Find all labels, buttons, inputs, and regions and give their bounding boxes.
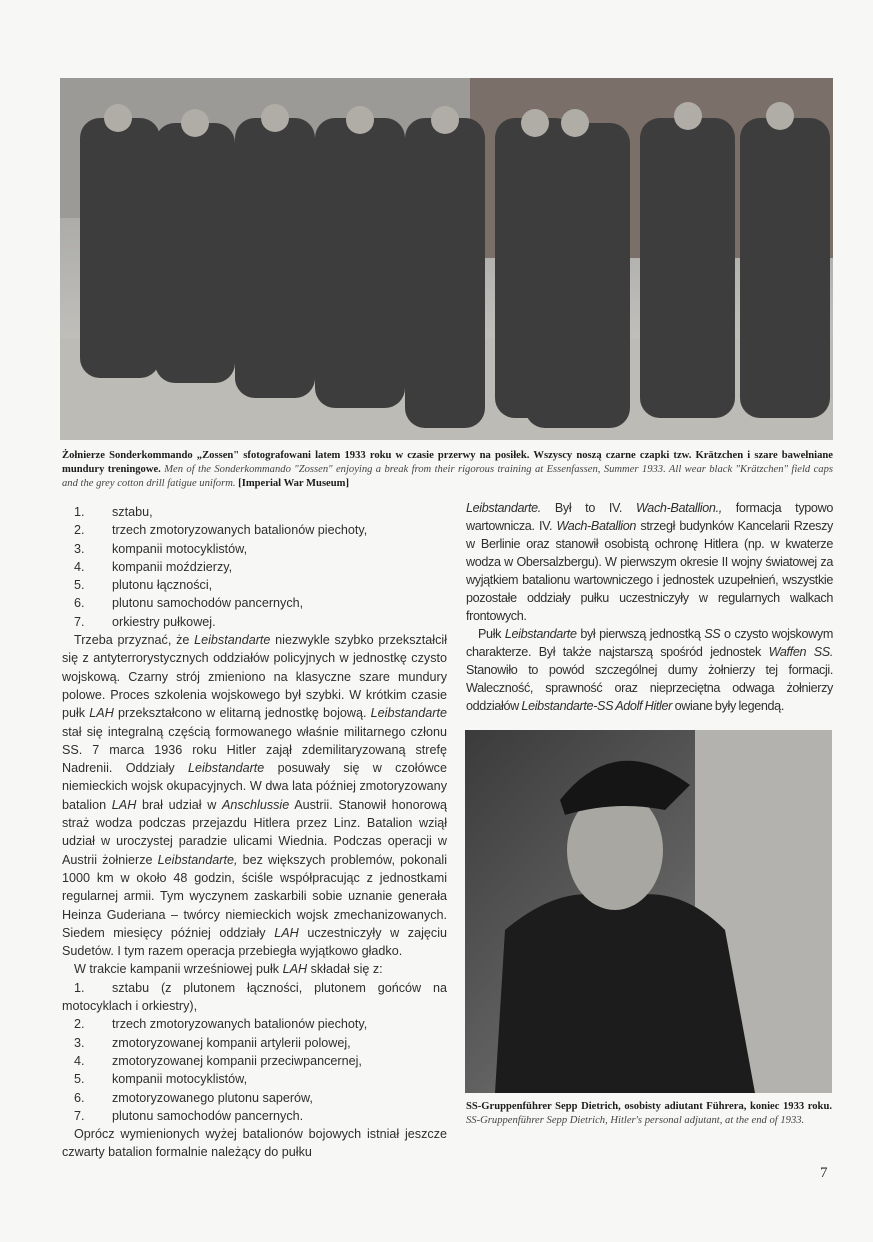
photo-portrait-officer bbox=[465, 730, 832, 1093]
italic-term: Leibstandarte, bbox=[157, 852, 238, 867]
list-item-text: plutonu samochodów pancernych. bbox=[112, 1108, 304, 1123]
list-item-text: sztabu (z plutonem łączności, plutonem gońców na motocyklach i orkiestry), bbox=[62, 980, 447, 1014]
text-run: Oprócz wymienionych wyżej batalionów bojowych istniał jeszcze czwarty batalion formalnie należący do pułku bbox=[62, 1127, 447, 1160]
caption-credit: [Imperial War Museum] bbox=[238, 478, 350, 489]
text-run: przekształcono w elitarną jednostkę bojową. bbox=[113, 706, 371, 721]
list-item-text: orkiestry pułkowej. bbox=[112, 614, 216, 629]
text-run: o czysto wojskowym charakterze. Był także najstarszą spośród jednostek bbox=[466, 627, 833, 659]
list-item-text: plutonu samochodów pancernych, bbox=[112, 596, 304, 611]
list-item bbox=[62, 1015, 447, 1033]
list-item bbox=[62, 979, 447, 1016]
paragraph bbox=[466, 625, 833, 715]
text-run: składał się z: bbox=[307, 962, 383, 977]
paragraph bbox=[62, 960, 447, 978]
list-item bbox=[62, 558, 447, 576]
list-item-text: trzech zmotoryzowanych batalionów piechoty, bbox=[112, 523, 368, 538]
list-item-number: 2. bbox=[74, 523, 85, 538]
list-item-number: 4. bbox=[74, 559, 85, 574]
list-item-number: 1. bbox=[74, 980, 85, 995]
list-item bbox=[62, 1107, 447, 1125]
list-item-number: 7. bbox=[74, 614, 85, 629]
text-run: brał udział w bbox=[136, 797, 223, 812]
italic-term: LAH bbox=[89, 706, 114, 721]
page-number: 7 bbox=[820, 1165, 828, 1181]
text-run: Trzeba przyznać, że bbox=[74, 633, 195, 648]
list-item-text: zmotoryzowanej kompanii przeciwpancernej, bbox=[112, 1053, 362, 1068]
list-item bbox=[62, 1089, 447, 1107]
list-item bbox=[62, 540, 447, 558]
list-item bbox=[62, 594, 447, 612]
italic-term: Leibstandarte. bbox=[466, 501, 541, 515]
text-run: formacja typowo wartownicza. IV. bbox=[466, 501, 833, 533]
text-run: strzegł budynków Kancelarii Rzeszy w Berlinie oraz stanowił osobistą ochronę Hitlera (np. w kwaterze wodza w Obersalzbergu). W pierwszym okresie II wojny światowej za wyjątkiem batalionu wartowniczego i jednostek uzupełnień, wszystkie pozostałe oddziały pułku uczestniczyły w regularnych walkach frontowych. bbox=[466, 519, 833, 623]
caption-english: Men of the Sonderkommando "Zossen" enjoying a break from their rigorous training at Essenfassen, Summer 1933. All wear black "Krätzchen" field caps and the grey cotton drill fatigue uniform. bbox=[62, 464, 834, 489]
photo-caption bbox=[62, 449, 833, 491]
list-item-number: 6. bbox=[74, 596, 85, 611]
portrait-caption bbox=[466, 1100, 832, 1128]
list-item-number: 7. bbox=[74, 1108, 85, 1123]
list-item-text: zmotoryzowanego plutonu saperów, bbox=[112, 1090, 313, 1105]
left-text-column bbox=[62, 503, 447, 1162]
list-item-number: 5. bbox=[74, 578, 85, 593]
text-run: bez większych problemów, pokonali 1000 km w około 48 godzin, ściśle współpracując z jednostkami regularnej armii. Tym wyczynem zaskarbili sobie uznanie generała Heinza Guderiana – twórcy niemieckich wojsk zmechanizowanych. Siedem miesięcy później oddziały bbox=[62, 852, 447, 940]
text-run: Stanowiło to powód szczególnej dumy żołnierzy tej formacji. Waleczność, sprawność oraz nieprzeciętna odwaga żołnierzy oddziałów bbox=[466, 663, 833, 713]
list-item-number: 4. bbox=[74, 1053, 85, 1068]
italic-term: Waffen SS. bbox=[768, 645, 833, 659]
list-item-text: sztabu, bbox=[112, 505, 153, 519]
list-item-number: 3. bbox=[74, 541, 85, 556]
text-run: Był to IV. bbox=[540, 501, 636, 515]
list-item bbox=[62, 503, 447, 521]
list-item bbox=[62, 613, 447, 631]
italic-term: LAH bbox=[111, 797, 137, 812]
italic-term: Leibstandarte bbox=[370, 706, 447, 721]
right-text-column bbox=[466, 499, 833, 715]
text-run: owiane były legendą. bbox=[672, 699, 784, 713]
list-item-number: 3. bbox=[74, 1035, 85, 1050]
text-run: Pułk bbox=[478, 627, 505, 641]
italic-term: Leibstandarte-SS Adolf Hitler bbox=[521, 699, 673, 713]
list-item bbox=[62, 576, 447, 594]
paragraph bbox=[62, 1125, 447, 1162]
text-run: stał się integralną częścią formowanego właśnie militarnego członu SS. 7 marca 1936 roku Hitler zajął zdemilitaryzowaną strefę Nadrenii. Oddziały bbox=[62, 724, 447, 776]
list-item-text: plutonu łączności, bbox=[112, 578, 213, 593]
italic-term: Leibstandarte bbox=[194, 633, 271, 648]
italic-term: Wach-Batallion., bbox=[636, 501, 722, 515]
photo-soldiers-group bbox=[60, 78, 833, 440]
list-item-text: kompanii moździerzy, bbox=[112, 559, 233, 574]
list-item bbox=[62, 1034, 447, 1052]
text-run: Austrii. Stanowił honorową straż wodza podczas przejazdu Hitlera przez Linz. Batalion wziął udział w uroczystej paradzie ulicami Wiednia. Podczas operacji w Austrii żołnierze bbox=[62, 797, 447, 867]
list-item-text: kompanii motocyklistów, bbox=[112, 1072, 248, 1087]
list-item-text: kompanii motocyklistów, bbox=[112, 541, 248, 556]
text-run: W trakcie kampanii wrześniowej pułk bbox=[74, 962, 283, 977]
list-item-number: 6. bbox=[74, 1090, 85, 1105]
italic-term: Leibstandarte bbox=[187, 761, 265, 776]
text-run: posuwały się w czołówce niemieckich wojsk okupacyjnych. W dwa lata później zmotoryzowany batalion bbox=[62, 761, 447, 812]
caption-english: SS-Gruppenführer Sepp Dietrich, Hitler's personal adjutant, at the end of 1933. bbox=[466, 1115, 805, 1126]
list-item-text: zmotoryzowanej kompanii artylerii polowej, bbox=[112, 1035, 351, 1050]
text-run: niezwykle szybko przekształcił się z antyterrorystycznych oddziałów policyjnych w jednostkę czysto wojskową. Czarny strój zmieniono na klasyczne szare mundury polowe. Proces szkolenia wojskowego był szybki. W krótkim czasie pułk bbox=[62, 633, 447, 721]
list-item-number: 5. bbox=[74, 1072, 85, 1087]
list-item bbox=[62, 521, 447, 539]
list-item bbox=[62, 1070, 447, 1088]
italic-term: SS bbox=[704, 627, 721, 641]
italic-term: LAH bbox=[274, 925, 299, 940]
italic-term: Anschlussie bbox=[222, 797, 290, 812]
list-item bbox=[62, 1052, 447, 1070]
text-run: uczestniczyły w zajęciu Sudetów. I tym razem operacja przebiegła wyjątkowo gładko. bbox=[62, 925, 448, 959]
paragraph bbox=[466, 499, 833, 625]
caption-polish: Żołnierze Sonderkommando „Zossen" sfotografowani latem 1933 roku w czasie przerwy na posiłek. Wszyscy noszą czarne czapki tzw. Krätzchen i szare bawełniane mundury treningowe. bbox=[62, 450, 833, 475]
italic-term: Wach-Batallion bbox=[556, 519, 637, 533]
list-item-number: 1. bbox=[74, 505, 85, 519]
italic-term: LAH bbox=[282, 962, 308, 977]
italic-term: Leibstandarte bbox=[504, 627, 577, 641]
text-run: był pierwszą jednostką bbox=[576, 627, 705, 641]
paragraph bbox=[62, 631, 447, 960]
caption-polish: SS-Gruppenführer Sepp Dietrich, osobisty adiutant Führera, koniec 1933 roku. bbox=[466, 1101, 832, 1112]
list-item-number: 2. bbox=[74, 1017, 85, 1032]
list-item-text: trzech zmotoryzowanych batalionów piechoty, bbox=[112, 1017, 368, 1032]
